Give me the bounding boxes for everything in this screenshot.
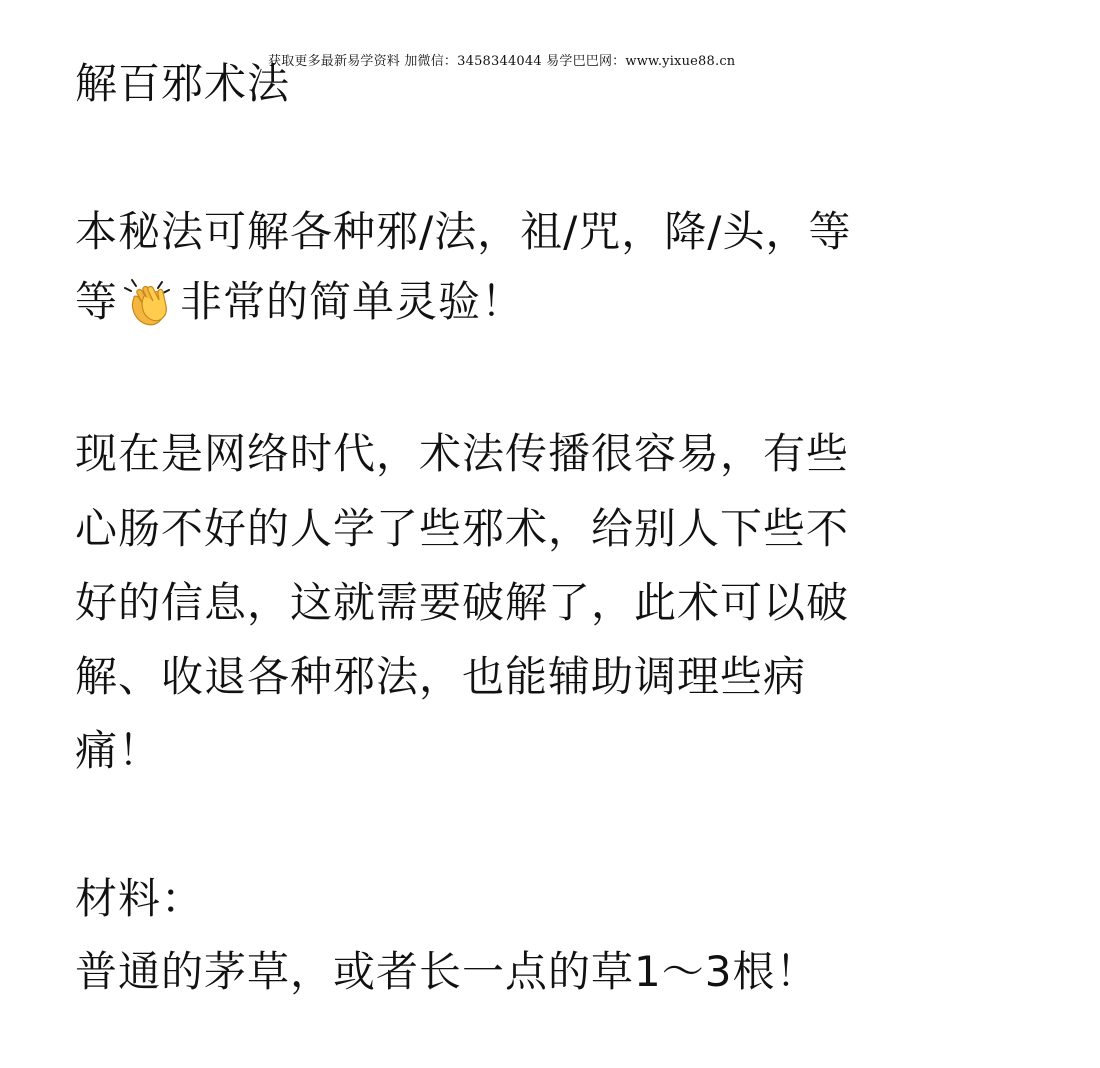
paragraph-2-line-1: 现在是网络时代，术法传播很容易，有些 <box>75 429 850 478</box>
paragraph-1-line-2 <box>75 276 524 328</box>
paragraph-2-line-5: 痛！ <box>75 726 162 775</box>
paragraph-1-line-1: 本秘法可解各种邪/法，祖/咒，降/头，等 <box>75 207 852 256</box>
clapping-hands-icon <box>120 276 174 328</box>
paragraph-2-line-3: 好的信息，这就需要破解了，此术可以破 <box>75 578 850 627</box>
paragraph-1-line-2-start: 等 <box>75 277 119 326</box>
paragraph-2-line-4: 解、收退各种邪法，也能辅助调理些病 <box>75 652 807 701</box>
paragraph-2-line-2: 心肠不好的人学了些邪术，给别人下些不 <box>75 504 850 553</box>
materials-heading: 材料： <box>75 874 205 923</box>
materials-item: 普通的茅草，或者长一点的草1～3根！ <box>75 947 819 996</box>
watermark-text: 获取更多最新易学资料 加微信：3458344044 易学巴巴网：www.yixue88.cn <box>268 54 736 69</box>
page-title: 解百邪术法 <box>75 59 291 108</box>
paragraph-1-line-2-end: 非常的简单灵验！ <box>180 277 525 326</box>
